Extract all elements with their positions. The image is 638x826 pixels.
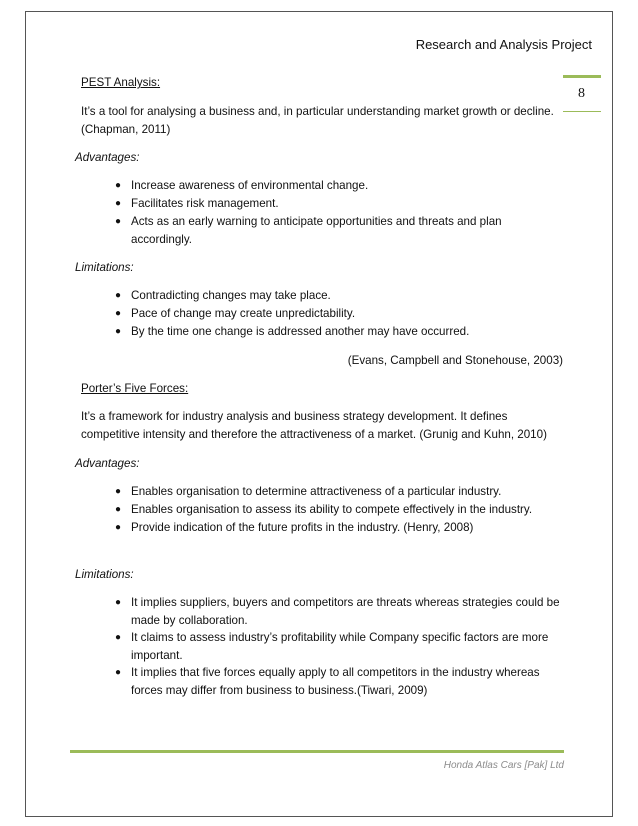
bullet-icon: ●: [115, 632, 122, 643]
bullet-icon: ●: [115, 198, 122, 209]
list-item-continuation: forces may differ from business to business.(Tiwari, 2009): [131, 684, 428, 697]
list-item-continuation: important.: [131, 649, 183, 662]
list-item-continuation: made by collaboration.: [131, 614, 248, 627]
list-item: Contradicting changes may take place.: [131, 289, 331, 302]
list-item: It implies that five forces equally apply to all competitors in the industry whereas: [131, 666, 540, 679]
header-title: Research and Analysis Project: [415, 37, 592, 52]
bullet-icon: ●: [115, 504, 122, 515]
list-item-continuation: accordingly.: [131, 233, 193, 246]
bullet-icon: ●: [115, 308, 122, 319]
pest-description-citation: (Chapman, 2011): [81, 123, 171, 136]
porter-heading: Porter’s Five Forces:: [81, 382, 189, 395]
pest-citation: (Evans, Campbell and Stonehouse, 2003): [347, 354, 563, 367]
footer-rule: [70, 750, 564, 753]
list-item: It implies suppliers, buyers and competitors are threats whereas strategies could be: [131, 596, 560, 609]
footer-company: Honda Atlas Cars [Pak] Ltd: [443, 760, 564, 771]
bullet-icon: ●: [115, 486, 122, 497]
list-item: It claims to assess industry’s profitability while Company specific factors are more: [131, 631, 549, 644]
porter-advantages-label: Advantages:: [75, 457, 140, 470]
porter-description-line-2: competitive intensity and therefore the attractiveness of a market. (Grunig and Kuhn, 2010): [81, 428, 547, 441]
pest-limitations-label: Limitations:: [75, 261, 134, 274]
pest-advantages-label: Advantages:: [75, 151, 140, 164]
list-item: Provide indication of the future profits in the industry. (Henry, 2008): [131, 521, 474, 534]
bullet-icon: ●: [115, 326, 122, 337]
list-item: By the time one change is addressed another may have occurred.: [131, 325, 470, 338]
list-item: Increase awareness of environmental change.: [131, 179, 369, 192]
list-item: Acts as an early warning to anticipate opportunities and threats and plan: [131, 215, 502, 228]
bullet-icon: ●: [115, 290, 122, 301]
bullet-icon: ●: [115, 180, 122, 191]
list-item: Pace of change may create unpredictability.: [131, 307, 356, 320]
bullet-icon: ●: [115, 597, 122, 608]
bullet-icon: ●: [115, 667, 122, 678]
bullet-icon: ●: [115, 216, 122, 227]
porter-description: It’s a framework for industry analysis and business strategy development. It defines: [81, 410, 508, 423]
porter-limitations-label: Limitations:: [75, 568, 134, 581]
pest-heading: PEST Analysis:: [81, 76, 161, 89]
header-accent-line: [563, 75, 601, 78]
bullet-icon: ●: [115, 522, 122, 533]
pest-description: It’s a tool for analysing a business and, in particular understanding market growth or decline.: [81, 105, 554, 118]
page-number-rule: [563, 111, 601, 112]
list-item: Enables organisation to assess its ability to compete effectively in the industry.: [131, 503, 533, 516]
list-item: Facilitates risk management.: [131, 197, 279, 210]
page-number: 8: [578, 86, 585, 101]
list-item: Enables organisation to determine attractiveness of a particular industry.: [131, 485, 502, 498]
